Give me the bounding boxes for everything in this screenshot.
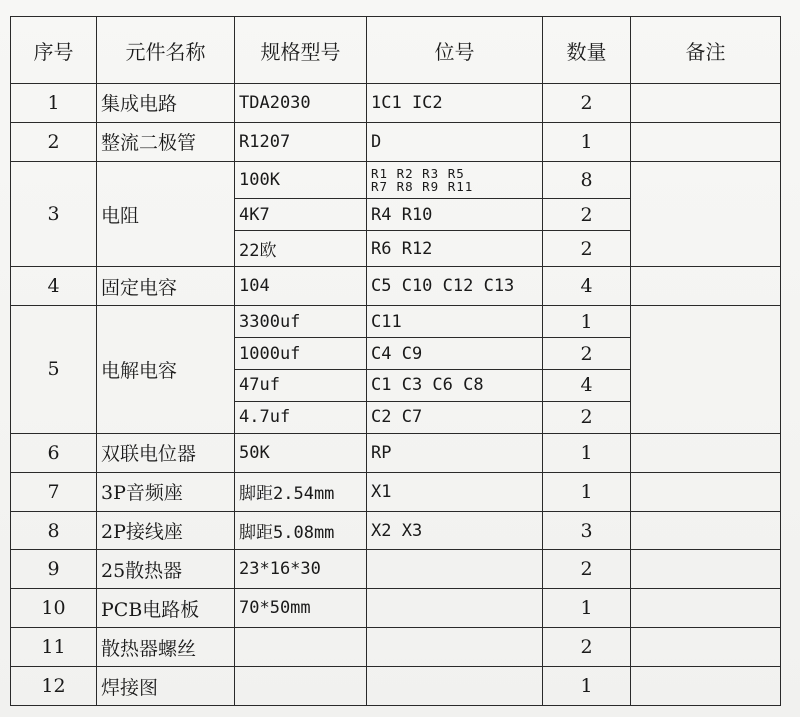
position-code <box>367 628 543 667</box>
header-number: 序号 <box>11 17 97 84</box>
quantity: 2 <box>543 84 631 123</box>
spec-model: 3300uf <box>235 306 367 338</box>
row-number: 4 <box>11 267 97 306</box>
spec-model <box>235 667 367 706</box>
parts-list-table <box>10 16 781 706</box>
table-row <box>11 433 781 472</box>
header-quantity: 数量 <box>543 17 631 84</box>
position-code: R4 R10 <box>367 199 543 231</box>
quantity: 2 <box>543 628 631 667</box>
component-name: 散热器螺丝 <box>97 628 235 667</box>
position-code: 1C1 IC2 <box>367 84 543 123</box>
spec-model: 104 <box>235 267 367 306</box>
notes-cell <box>631 628 781 667</box>
row-number: 6 <box>11 433 97 472</box>
quantity: 2 <box>543 338 631 370</box>
position-code: X1 <box>367 472 543 511</box>
component-name: PCB电路板 <box>97 589 235 628</box>
row-number: 8 <box>11 511 97 550</box>
component-name: 25散热器 <box>97 550 235 589</box>
quantity: 2 <box>543 199 631 231</box>
table-row <box>11 122 781 161</box>
notes-cell <box>631 472 781 511</box>
position-code: RP <box>367 433 543 472</box>
spec-model: 23*16*30 <box>235 550 367 589</box>
notes-cell <box>631 550 781 589</box>
notes-cell <box>631 267 781 306</box>
quantity: 1 <box>543 472 631 511</box>
spec-model: 1000uf <box>235 338 367 370</box>
row-number: 3 <box>11 161 97 267</box>
row-number: 12 <box>11 667 97 706</box>
quantity: 4 <box>543 369 631 401</box>
spec-model: R1207 <box>235 122 367 161</box>
header-spec-model: 规格型号 <box>235 17 367 84</box>
component-name: 2P接线座 <box>97 511 235 550</box>
spec-model: 100K <box>235 161 367 198</box>
spec-model: 脚距2.54mm <box>235 472 367 511</box>
component-name: 固定电容 <box>97 267 235 306</box>
notes-cell <box>631 433 781 472</box>
spec-model: 4.7uf <box>235 401 367 433</box>
table-row <box>11 161 781 198</box>
position-code <box>367 550 543 589</box>
notes-cell <box>631 84 781 123</box>
notes-cell <box>631 511 781 550</box>
quantity: 2 <box>543 401 631 433</box>
spec-model: 70*50mm <box>235 589 367 628</box>
spec-model: 脚距5.08mm <box>235 511 367 550</box>
row-number: 2 <box>11 122 97 161</box>
component-name: 双联电位器 <box>97 433 235 472</box>
component-name: 3P音频座 <box>97 472 235 511</box>
position-code: C11 <box>367 306 543 338</box>
quantity: 8 <box>543 161 631 198</box>
component-name: 焊接图 <box>97 667 235 706</box>
header-component-name: 元件名称 <box>97 17 235 84</box>
position-code: X2 X3 <box>367 511 543 550</box>
component-name: 整流二极管 <box>97 122 235 161</box>
quantity: 2 <box>543 231 631 267</box>
notes-cell <box>631 161 781 267</box>
table-row <box>11 267 781 306</box>
notes-cell <box>631 122 781 161</box>
spec-model: TDA2030 <box>235 84 367 123</box>
spec-model: 47uf <box>235 369 367 401</box>
header-row <box>11 17 781 84</box>
table-row <box>11 472 781 511</box>
component-name: 集成电路 <box>97 84 235 123</box>
position-code: R6 R12 <box>367 231 543 267</box>
quantity: 2 <box>543 550 631 589</box>
table-row <box>11 511 781 550</box>
header-notes: 备注 <box>631 17 781 84</box>
spec-model: 50K <box>235 433 367 472</box>
notes-cell <box>631 589 781 628</box>
quantity: 3 <box>543 511 631 550</box>
table-row <box>11 667 781 706</box>
spec-model: 22欧 <box>235 231 367 267</box>
notes-cell <box>631 667 781 706</box>
position-code <box>367 161 543 198</box>
quantity: 1 <box>543 433 631 472</box>
position-code-line: R7 R8 R9 R11 <box>371 178 474 194</box>
quantity: 4 <box>543 267 631 306</box>
quantity: 1 <box>543 306 631 338</box>
position-code: C1 C3 C6 C8 <box>367 369 543 401</box>
quantity: 1 <box>543 589 631 628</box>
position-code: C2 C7 <box>367 401 543 433</box>
position-code: C5 C10 C12 C13 <box>367 267 543 306</box>
position-code: D <box>367 122 543 161</box>
position-code-line: R1 R2 R3 R5 <box>371 165 465 181</box>
spec-model <box>235 628 367 667</box>
position-code: C4 C9 <box>367 338 543 370</box>
position-code <box>367 589 543 628</box>
spec-model: 4K7 <box>235 199 367 231</box>
component-name: 电阻 <box>97 161 235 267</box>
row-number: 5 <box>11 306 97 434</box>
table-row <box>11 589 781 628</box>
position-code <box>367 667 543 706</box>
table-row <box>11 84 781 123</box>
header-position: 位号 <box>367 17 543 84</box>
component-name: 电解电容 <box>97 306 235 434</box>
table-row <box>11 306 781 338</box>
row-number: 10 <box>11 589 97 628</box>
table-row <box>11 550 781 589</box>
quantity: 1 <box>543 667 631 706</box>
notes-cell <box>631 306 781 434</box>
table-row <box>11 628 781 667</box>
row-number: 1 <box>11 84 97 123</box>
quantity: 1 <box>543 122 631 161</box>
row-number: 11 <box>11 628 97 667</box>
row-number: 7 <box>11 472 97 511</box>
row-number: 9 <box>11 550 97 589</box>
